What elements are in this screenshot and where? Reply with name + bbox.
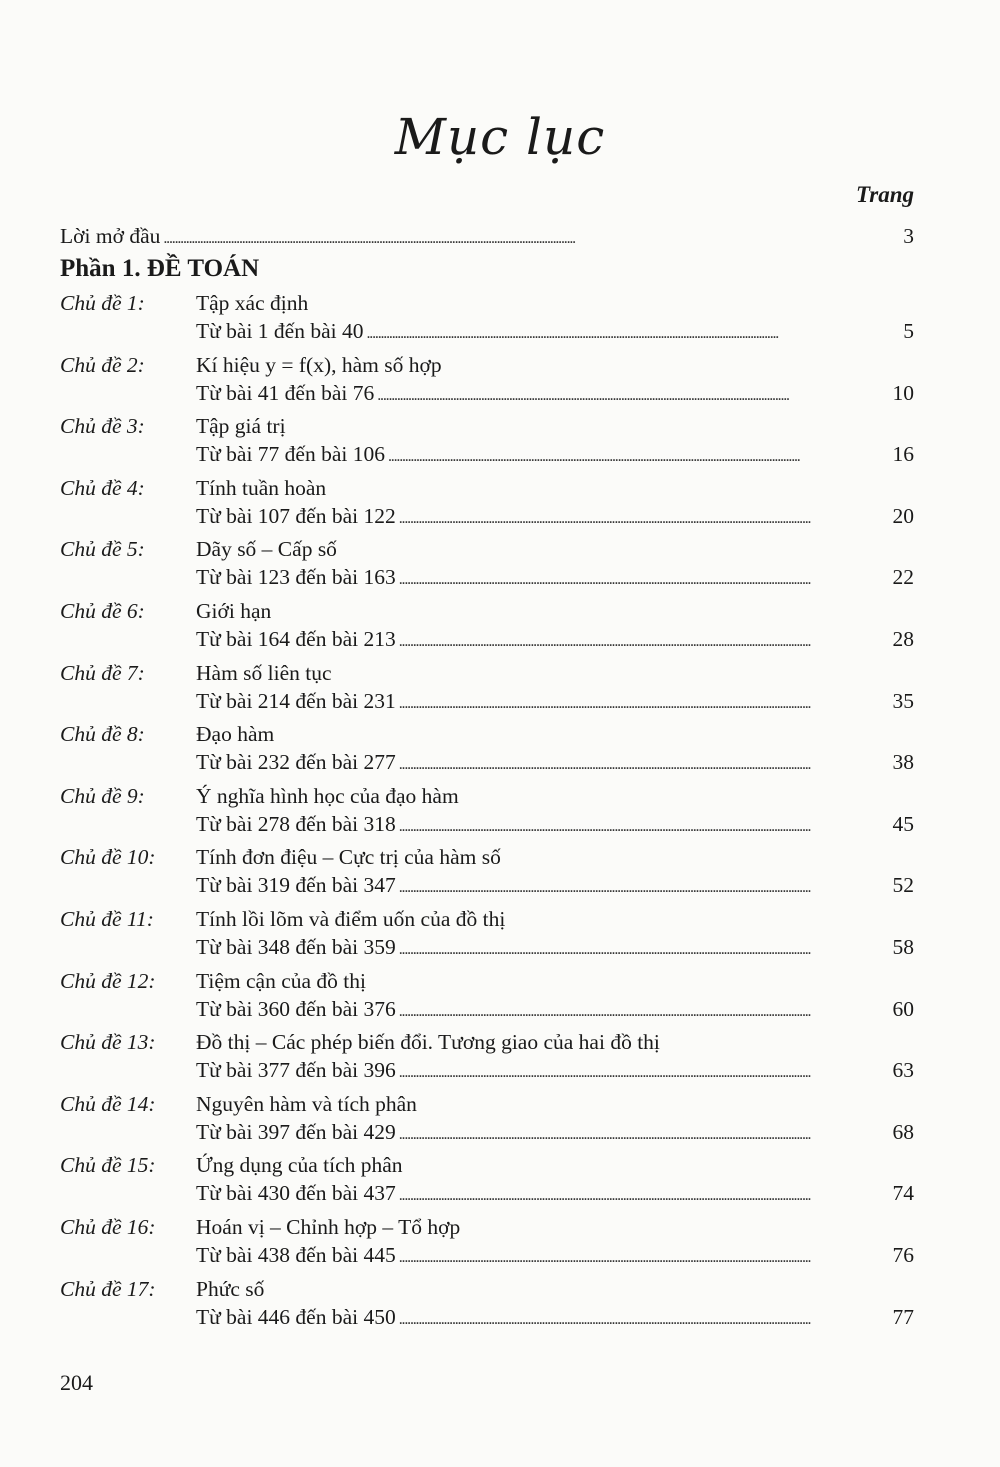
page-column-label: Trang <box>856 182 914 207</box>
toc-entry-range: Từ bài 446 đến bài 450 <box>196 1304 396 1329</box>
toc-entry-page: 68 <box>892 1119 914 1144</box>
toc-entry-topic-4[interactable] <box>196 504 914 534</box>
toc-entry-label: Lời mở đầu <box>60 224 161 248</box>
topic-name: Ứng dụng của tích phân <box>196 1153 403 1178</box>
toc-entry-topic-14[interactable] <box>196 1120 914 1150</box>
toc-entry-range: Từ bài 319 đến bài 347 <box>196 873 396 898</box>
topic-label: Chủ đề 3: <box>60 414 145 439</box>
topic-name: Tính đơn điệu – Cực trị của hàm số <box>196 845 501 870</box>
dot-leader <box>399 1311 890 1329</box>
dot-leader <box>399 1187 890 1205</box>
topic-name: Hàm số liên tục <box>196 660 332 685</box>
topic-label: Chủ đề 9: <box>60 783 145 808</box>
toc-entry-page: 20 <box>892 503 914 528</box>
topic-name: Phức số <box>196 1276 265 1301</box>
toc-entry-page: 58 <box>892 935 914 959</box>
toc-entry-topic-12[interactable] <box>196 997 914 1027</box>
toc-entry-range: Từ bài 77 đến bài 106 <box>196 442 385 467</box>
topic-label: Chủ đề 15: <box>60 1153 156 1178</box>
dot-leader <box>399 510 890 528</box>
toc-entry-topic-7[interactable] <box>196 689 914 719</box>
toc-entry-page: 45 <box>892 811 914 836</box>
toc-entry-page: 5 <box>903 319 914 343</box>
topic-label: Chủ đề 8: <box>60 722 145 747</box>
toc-entry-page: 16 <box>892 442 914 467</box>
topic-label: Chủ đề 7: <box>60 660 145 685</box>
toc-entry-topic-13[interactable] <box>196 1058 914 1088</box>
part-heading: Phần 1. ĐỀ TOÁN <box>60 255 260 282</box>
dot-leader <box>399 1003 890 1021</box>
dot-leader <box>399 1249 890 1267</box>
topic-name: Hoán vị – Chỉnh hợp – Tổ hợp <box>196 1215 461 1239</box>
toc-entry-page: 63 <box>892 1058 914 1083</box>
topic-name: Nguyên hàm và tích phân <box>196 1091 417 1116</box>
toc-entry-topic-11[interactable] <box>196 935 914 965</box>
dot-leader <box>399 1126 890 1144</box>
toc-entry-topic-9[interactable] <box>196 812 914 842</box>
toc-entry-page: 10 <box>892 380 914 405</box>
dot-leader <box>399 879 890 897</box>
topic-name: Kí hiệu y = f(x), hàm số hợp <box>196 352 442 377</box>
toc-entry-topic-5[interactable] <box>196 565 914 595</box>
toc-entry-intro[interactable] <box>60 224 914 254</box>
toc-entry-topic-1[interactable] <box>196 319 914 349</box>
dot-leader <box>399 1064 890 1082</box>
toc-entry-topic-6[interactable] <box>196 627 914 657</box>
toc-entry-page: 3 <box>903 224 914 248</box>
topic-label: Chủ đề 12: <box>60 968 156 993</box>
topic-label: Chủ đề 11: <box>60 907 154 931</box>
toc-entry-range: Từ bài 430 đến bài 437 <box>196 1181 396 1206</box>
toc-entry-range: Từ bài 232 đến bài 277 <box>196 750 396 775</box>
toc-entry-page: 28 <box>892 627 914 651</box>
dot-leader <box>377 387 889 405</box>
topic-label: Chủ đề 13: <box>60 1030 156 1055</box>
topic-name: Tiệm cận của đồ thị <box>196 968 366 993</box>
toc-entry-topic-2[interactable] <box>196 381 914 411</box>
topic-name: Giới hạn <box>196 599 272 623</box>
topic-name: Tập xác định <box>196 291 309 315</box>
topic-label: Chủ đề 1: <box>60 291 145 315</box>
topic-label: Chủ đề 10: <box>60 845 156 870</box>
topic-label: Chủ đề 17: <box>60 1276 156 1301</box>
toc-entry-range: Từ bài 107 đến bài 122 <box>196 503 396 528</box>
toc-entry-range: Từ bài 41 đến bài 76 <box>196 380 375 405</box>
dot-leader <box>367 325 901 343</box>
dot-leader <box>399 756 890 774</box>
toc-entry-topic-16[interactable] <box>196 1243 914 1273</box>
dot-leader <box>399 941 890 959</box>
toc-entry-range: Từ bài 278 đến bài 318 <box>196 811 396 836</box>
topic-label: Chủ đề 4: <box>60 475 145 500</box>
dot-leader <box>388 448 890 466</box>
dot-leader <box>399 571 890 589</box>
page-title: Mục lục <box>394 108 606 166</box>
toc-entry-range: Từ bài 214 đến bài 231 <box>196 688 396 713</box>
topic-label: Chủ đề 14: <box>60 1091 156 1116</box>
topic-label: Chủ đề 16: <box>60 1215 156 1239</box>
topic-name: Tập giá trị <box>196 414 286 439</box>
toc-entry-topic-8[interactable] <box>196 750 914 780</box>
toc-entry-topic-3[interactable] <box>196 442 914 472</box>
topic-name: Đạo hàm <box>196 722 275 747</box>
toc-entry-page: 74 <box>892 1181 914 1206</box>
toc-entry-range: Từ bài 348 đến bài 359 <box>196 935 396 959</box>
toc-entry-page: 76 <box>892 1243 914 1267</box>
toc-entry-page: 52 <box>892 873 914 898</box>
toc-entry-range: Từ bài 1 đến bài 40 <box>196 319 364 343</box>
toc-entry-page: 22 <box>892 565 914 590</box>
toc-entry-range: Từ bài 123 đến bài 163 <box>196 565 396 590</box>
toc-entry-range: Từ bài 397 đến bài 429 <box>196 1119 396 1144</box>
toc-entry-topic-10[interactable] <box>196 873 914 903</box>
dot-leader <box>399 695 890 713</box>
toc-entry-range: Từ bài 164 đến bài 213 <box>196 627 396 651</box>
toc-entry-topic-15[interactable] <box>196 1181 914 1211</box>
toc-entry-range: Từ bài 360 đến bài 376 <box>196 996 396 1021</box>
topic-name: Tính tuần hoàn <box>196 475 327 500</box>
toc-entry-page: 38 <box>892 750 914 775</box>
topic-name: Ý nghĩa hình học của đạo hàm <box>196 783 459 808</box>
toc-entry-page: 77 <box>892 1304 914 1329</box>
topic-label: Chủ đề 5: <box>60 537 145 562</box>
topic-label: Chủ đề 2: <box>60 352 145 377</box>
topic-name: Dãy số – Cấp số <box>196 537 337 562</box>
toc-entry-topic-17[interactable] <box>196 1305 914 1335</box>
topic-name: Tính lồi lõm và điểm uốn của đồ thị <box>196 907 506 931</box>
toc-entry-range: Từ bài 438 đến bài 445 <box>196 1243 396 1267</box>
toc-entry-page: 60 <box>892 996 914 1021</box>
topic-name: Đồ thị – Các phép biến đổi. Tương giao của hai đồ thị <box>196 1030 660 1055</box>
dot-leader <box>399 633 890 651</box>
topic-label: Chủ đề 6: <box>60 599 145 623</box>
dot-leader <box>163 230 900 248</box>
toc-entry-range: Từ bài 377 đến bài 396 <box>196 1058 396 1083</box>
page-number: 204 <box>60 1370 93 1395</box>
dot-leader <box>399 818 890 836</box>
toc-entry-page: 35 <box>892 688 914 713</box>
